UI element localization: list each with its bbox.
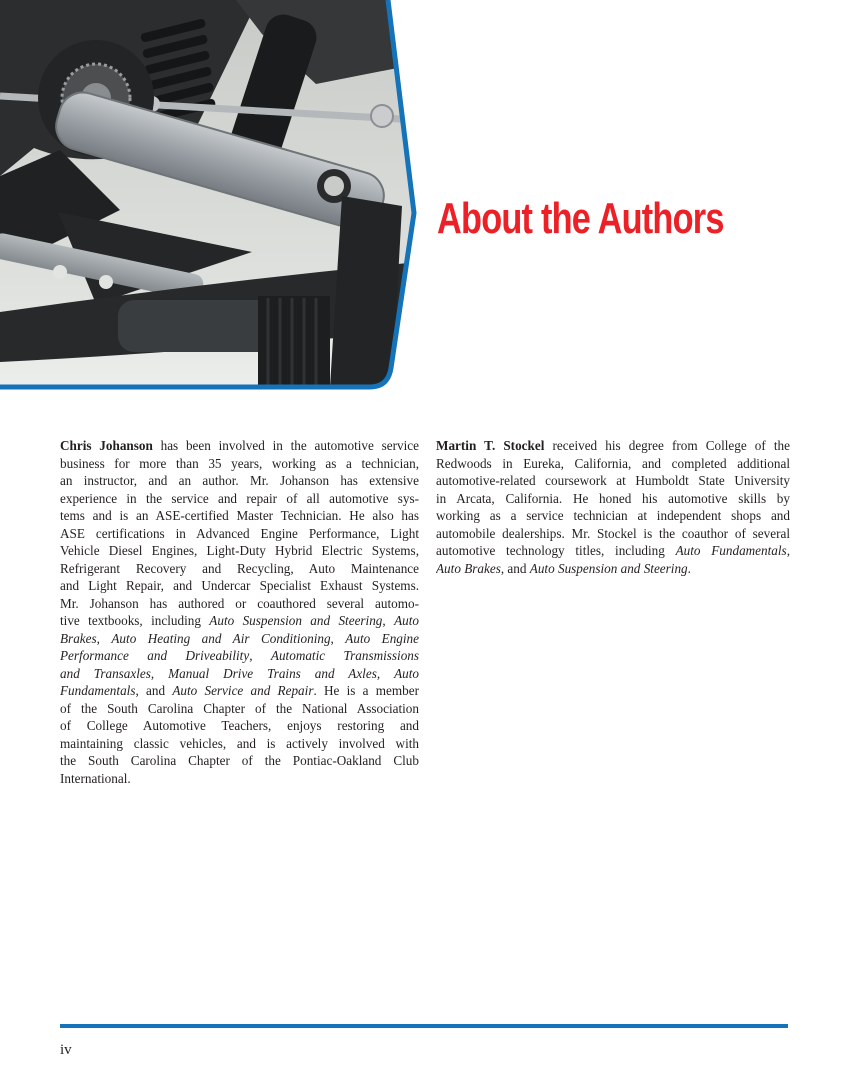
text-line: automobile dealerships. Mr. Stockel is the coauthor of several [436,525,790,541]
text-line: working as a service technician at independent shops and [436,508,790,523]
page-number: iv [60,1042,72,1058]
text-line: Mr. Johanson has authored or coauthored several automo- [60,595,419,611]
text-line: Vehicle Diesel Engines, Light-Duty Hybrid Electric Systems, [60,543,419,558]
author-bio-chris-johanson [60,437,419,787]
text-line: Redwoods in Eureka, California, and completed additional [436,455,790,471]
text-line: Refrigerant Recovery and Recycling, Auto Maintenance [60,560,419,576]
text-line: Brakes, Auto Heating and Air Conditioning, Auto Engine [60,630,419,646]
text-line: ASE certifications in Advanced Engine Performance, Light [60,525,419,541]
text-line: of College Automotive Teachers, enjoys restoring and [60,718,419,733]
text-line: Martin T. Stockel received his degree from College of the [436,438,790,453]
text-line: maintaining classic vehicles, and is actively involved with [60,735,419,751]
text-line: Chris Johanson has been involved in the automotive service [60,438,419,453]
undercarriage-photo [0,0,418,393]
text-line: an instructor, and an author. Mr. Johanson has extensive [60,473,419,488]
text-line: of the South Carolina Chapter of the National Association [60,700,419,716]
text-line: experience in the service and repair of all automotive sys- [60,490,419,506]
text-line: and Light Repair, and Undercar Specialist Exhaust Systems. [60,578,419,593]
page-title: About the Authors [437,194,724,244]
text-line: tive textbooks, including Auto Suspension and Steering, Auto [60,613,419,628]
text-line: in Arcata, California. He honed his automotive skills by [436,490,790,506]
text-line: and Transaxles, Manual Drive Trains and Axles, Auto [60,665,419,681]
text-line: Performance and Driveability, Automatic Transmissions [60,648,419,663]
text-line: automotive-related coursework at Humboldt State University [436,473,790,488]
footer-rule [60,1024,788,1028]
text-line: Fundamentals, and Auto Service and Repair. He is a member [60,683,419,698]
text-line: tems and is an ASE-certified Master Technician. He also has [60,508,419,523]
author-bio-martin-stockel [436,437,790,577]
text-line: automotive technology titles, including Auto Fundamentals, [436,543,790,558]
text-line: the South Carolina Chapter of the Pontiac-Oakland Club [60,753,419,768]
text-line: business for more than 35 years, working as a technician, [60,455,419,471]
text-line: International. [60,770,131,786]
text-line: Auto Brakes, and Auto Suspension and Steering. [436,560,691,576]
